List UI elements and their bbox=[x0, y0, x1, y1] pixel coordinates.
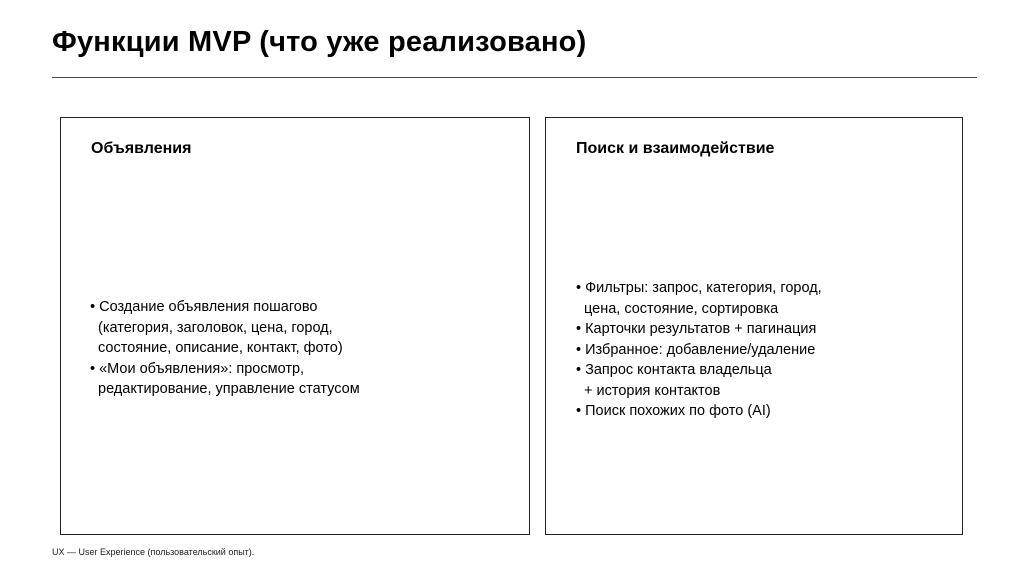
bullet-text: • Карточки результатов + пагинация bbox=[576, 321, 817, 337]
bullet-text: • Фильтры: запрос, категория, город, bbox=[576, 280, 822, 296]
bullet-continuation: (категория, заголовок, цена, город, bbox=[98, 319, 333, 336]
list-item bbox=[576, 340, 822, 361]
panel-listings bbox=[60, 117, 530, 535]
panel-search-interaction bbox=[545, 117, 963, 535]
search-bullet-list bbox=[576, 278, 822, 422]
list-item bbox=[576, 278, 822, 319]
bullet-text: • Поиск похожих по фото (AI) bbox=[576, 403, 771, 419]
bullet-text: • Создание объявления пошагово bbox=[90, 299, 318, 315]
bullet-text: • «Мои объявления»: просмотр, bbox=[90, 360, 305, 377]
panel-heading-listings: Объявления bbox=[91, 140, 192, 157]
panel-heading-search: Поиск и взаимодействие bbox=[576, 140, 775, 157]
bullet-continuation: + история контактов bbox=[584, 382, 721, 399]
footnote: UX — User Experience (пользовательский опыт). bbox=[52, 547, 255, 557]
list-item bbox=[576, 401, 822, 422]
bullet-text: • Избранное: добавление/удаление bbox=[576, 341, 816, 358]
bullet-continuation: состояние, описание, контакт, фото) bbox=[98, 340, 343, 356]
slide-title: Функции MVP (что уже реализовано) bbox=[52, 26, 587, 58]
bullet-continuation: цена, состояние, сортировка bbox=[584, 300, 779, 317]
list-item bbox=[90, 359, 360, 400]
title-divider bbox=[52, 77, 977, 78]
list-item bbox=[90, 297, 360, 359]
list-item bbox=[576, 319, 822, 340]
bullet-text: • Запрос контакта владельца bbox=[576, 362, 772, 378]
listings-bullet-list bbox=[90, 297, 360, 400]
bullet-continuation: редактирование, управление статусом bbox=[98, 381, 360, 397]
list-item bbox=[576, 360, 822, 401]
